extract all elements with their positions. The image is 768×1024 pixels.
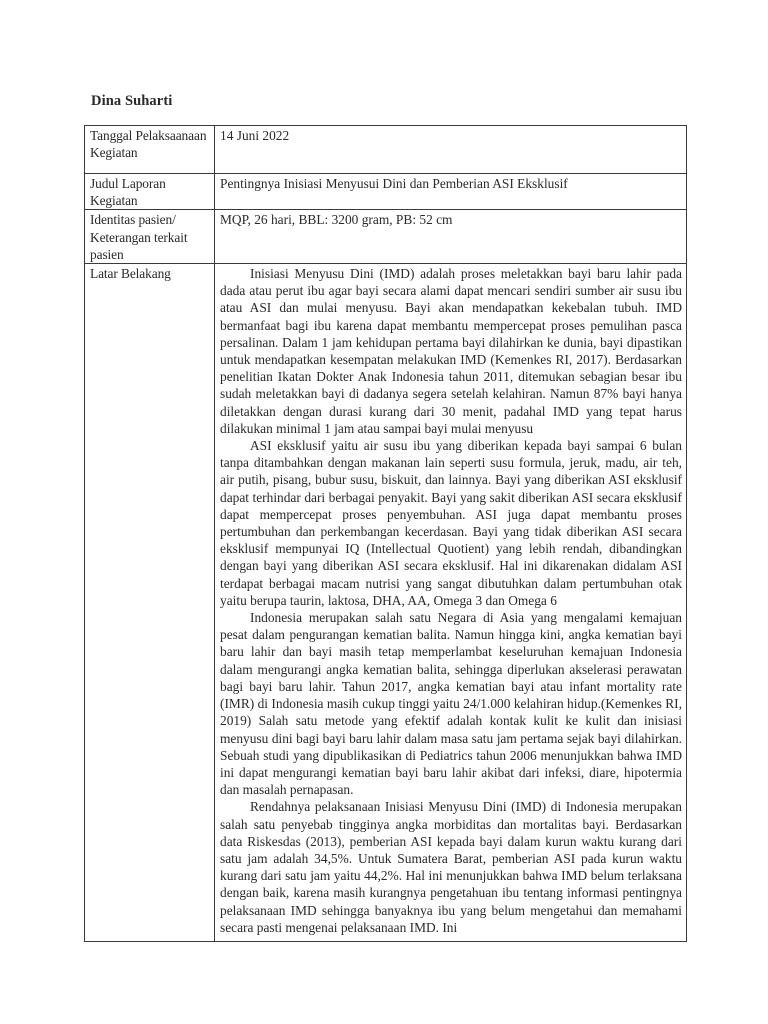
patient-identity-label: Identitas pasien/ Keterangan terkait pasien	[85, 210, 215, 264]
report-table	[84, 125, 687, 942]
report-title-label: Judul Laporan Kegiatan	[85, 174, 215, 210]
background-label: Latar Belakang	[85, 264, 215, 942]
date-label: Tanggal Pelaksaanaan Kegiatan	[85, 126, 215, 174]
table-row-title	[85, 174, 687, 210]
table-row-date	[85, 126, 687, 174]
background-paragraph-low-imd: Rendahnya pelaksanaan Inisiasi Menyusu Dini (IMD) di Indonesia merupakan salah satu penyebab tingginya angka morbiditas dan mortalitas bayi. Berdasarkan data Riskesdas (2013), pemberian ASI kepada bayi dalam kurun waktu kurang dari satu jam adalah 34,5%. Untuk Sumatera Barat, pemberian ASI pada kurun waktu kurang dari satu jam yaitu 44,2%. Hal ini menunjukkan bahwa IMD belum terlaksana dengan baik, karena masih kurangnya pengetahuan ibu tentang informasi pentingnya pelaksanaan IMD sehingga banyaknya ibu yang belum mengetahui dan memahami secara pasti mengenai pelaksanaan IMD. Ini	[220, 799, 682, 935]
table-row-identity	[85, 210, 687, 264]
background-paragraph-imd: Inisiasi Menyusu Dini (IMD) adalah proses meletakkan bayi baru lahir pada dada atau perut ibu agar bayi secara alami dapat mencari sendiri sumber air susu ibu atau ASI dan mulai menyusu. Bayi akan mendapatkan kekebalan tubuh. IMD bermanfaat bagi ibu karena dapat membantu mempercepat proses pemulihan pasca persalinan. Dalam 1 jam kehidupan pertama bayi dilahirkan ke dunia, bayi dipastikan untuk mendapatkan kesempatan melakukan IMD (Kemenkes RI, 2017). Berdasarkan penelitian Ikatan Dokter Anak Indonesia tahun 2011, ditemukan sebagian besar ibu sudah meletakkan bayi di dadanya segera setelah kelahiran. Namun 87% bayi hanya diletakkan dengan durasi kurang dari 30 menit, padahal IMD yang tepat harus dilakukan minimal 1 jam atau sampai bayi mulai menyusu	[220, 266, 682, 436]
background-paragraph-indonesia: Indonesia merupakan salah satu Negara di Asia yang mengalami kemajuan pesat dalam pengurangan kematian balita. Namun hingga kini, angka kematian bayi baru lahir dan bayi masih tetap memperlambat keseluruhan kemajuan Indonesia dalam mengurangi angka kematian balita, sehingga diperlukan akselerasi perawatan bagi bayi baru lahir. Tahun 2017, angka kematian bayi atau infant mortality rate (IMR) di Indonesia masih cukup tinggi yaitu 24/1.000 kelahiran hidup.(Kemenkes RI, 2019) Salah satu metode yang efektif adalah kontak kulit ke kulit dan inisiasi menyusu dini bagi bayi baru lahir dalam masa satu jam pertama sejak bayi dilahirkan. Sebuah studi yang dipublikasikan di Pediatrics tahun 2006 menunjukkan bahwa IMD ini dapat mengurangi kematian bayi baru lahir akibat dari infeksi, diare, hipotermia dan masalah pernapasan.	[220, 610, 682, 798]
report-title-value: Pentingnya Inisiasi Menyusui Dini dan Pemberian ASI Eksklusif	[215, 174, 687, 210]
patient-identity-value: MQP, 26 hari, BBL: 3200 gram, PB: 52 cm	[215, 210, 687, 264]
table-row-background	[85, 264, 687, 942]
background-text	[215, 264, 687, 942]
background-paragraph-asi: ASI eksklusif yaitu air susu ibu yang diberikan kepada bayi sampai 6 bulan tanpa ditambahkan dengan makanan lain seperti susu formula, jeruk, madu, air teh, air putih, pisang, bubur susu, biskuit, dan lainnya. Bayi yang diberikan ASI eksklusif dapat terhindar dari berbagai penyakit. Bayi yang sakit diberikan ASI secara eksklusif dapat mempercepat proses penyembuhan. ASI juga dapat membantu proses pertumbuhan dan perkembangan kecerdasan. Bayi yang tidak diberikan ASI secara eksklusif mempunyai IQ (Intellectual Quotient) yang lebih rendah, dibandingkan dengan bayi yang diberikan ASI secara eksklusif. Hal ini dikarenakan didalam ASI terdapat berbagai macam nutrisi yang sangat dibutuhkan dalam pertumbuhan otak yaitu berupa taurin, laktosa, DHA, AA, Omega 3 dan Omega 6	[220, 438, 682, 608]
date-value: 14 Juni 2022	[215, 126, 687, 174]
author-name: Dina Suharti	[91, 93, 173, 109]
